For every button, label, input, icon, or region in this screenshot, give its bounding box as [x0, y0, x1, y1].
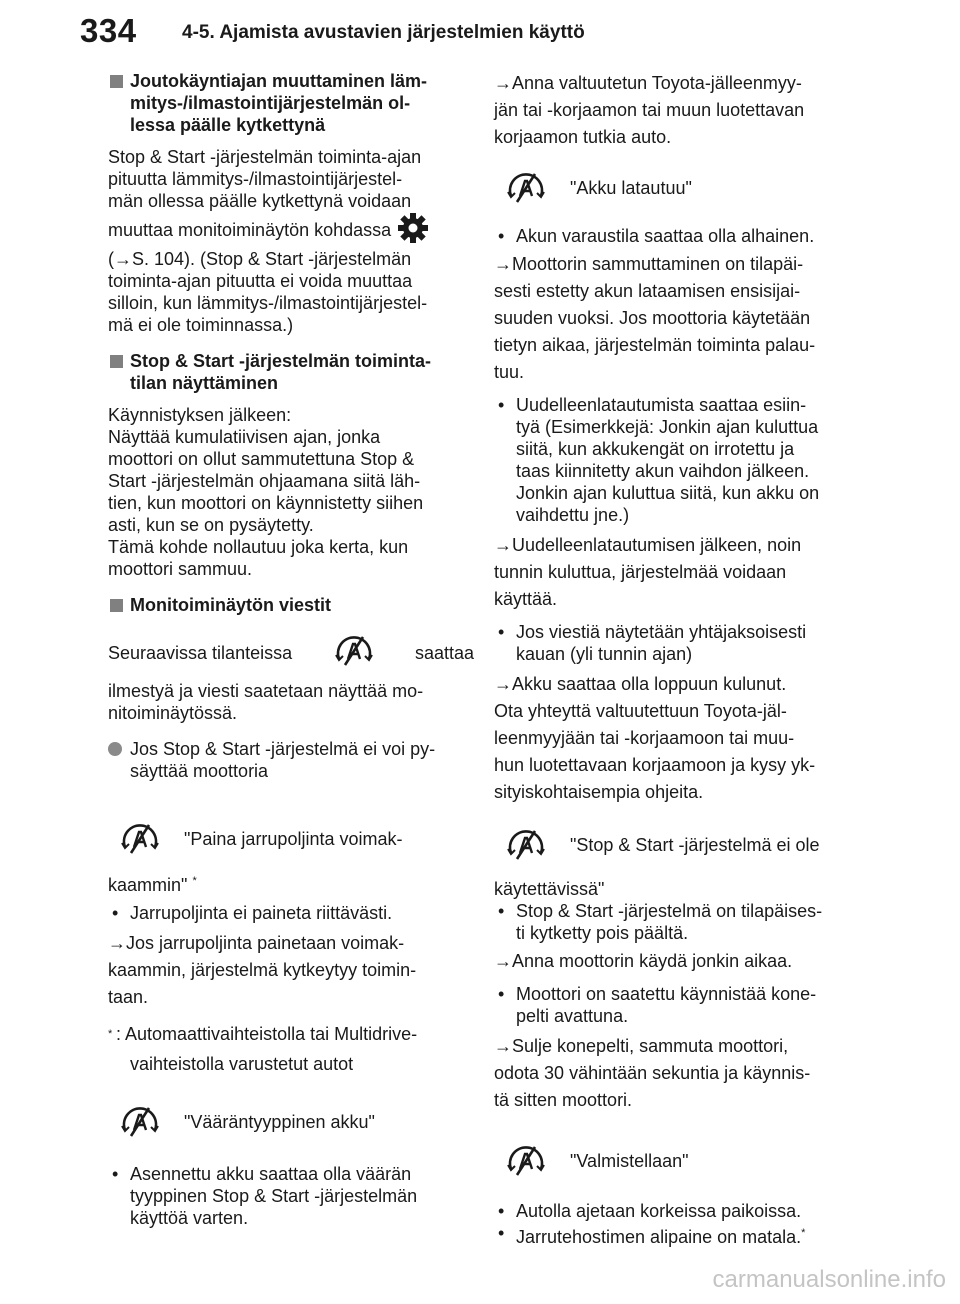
text-line: Jarrupoljinta ei paineta riittävästi. [130, 903, 393, 923]
text-line: saattaa [414, 643, 474, 663]
text-line: →Moottorin sammuttaminen on tilapäi- [494, 254, 804, 274]
footnote-marker: * [108, 1028, 113, 1040]
message-text: "Paina jarrupoljinta voimak- [184, 829, 403, 849]
text-line: : Automaattivaihteistolla tai Multidrive- [116, 1024, 418, 1044]
text-line: muuttaa monitoiminäytön kohdassa [108, 220, 392, 240]
text-line: Jos Stop & Start -järjestelmä ei voi py- [130, 739, 436, 759]
text-line: Autolla ajetaan korkeissa paikoissa. [516, 1201, 802, 1221]
bullet-item: • Jarrutehostimen alipaine on matala.* [498, 1223, 806, 1247]
gear-row [108, 212, 474, 248]
text-line: silloin, kun lämmitys-/ilmastointijärjestel- [108, 293, 428, 313]
text-line: Stop & Start -järjestelmä on tilapäises- [516, 901, 823, 921]
heading-messages [108, 594, 474, 616]
action-recharge [494, 532, 860, 613]
heading-line: Monitoiminäytön viestit [130, 595, 332, 615]
text-line: Start -järjestelmän ohjaamana siitä läh- [108, 471, 421, 491]
text-line: mä ei ole toiminnassa.) [108, 315, 294, 335]
text-line: pituutta lämmitys-/ilmastointijärjestel- [108, 169, 403, 189]
action-dealer [494, 70, 860, 151]
case-cannot-stop [108, 738, 474, 782]
bullet-item: • Asennettu akku saattaa olla väärän tyyppinen Stop & Start -järjestelmän käyttöä varten. [108, 1163, 474, 1229]
watermark: carmanualsonline.info [712, 1266, 946, 1293]
message-text-cont [108, 870, 474, 896]
text-line: Akun varaustila saattaa olla alhainen. [516, 226, 815, 246]
heading-square-icon [110, 599, 123, 612]
text-line: (→S. 104). (Stop & Start -järjestelmän [108, 249, 412, 269]
text-line: Ota yhteyttä valtuutettuun Toyota-jäl- [494, 701, 787, 721]
text-line: Käynnistyksen jälkeen: [108, 405, 292, 425]
heading-idle-time [108, 70, 474, 136]
heading-line: Joutokäyntiajan muuttaminen läm- [130, 71, 428, 91]
messages-intro-row [108, 630, 474, 676]
footnote-marker: * [192, 875, 197, 887]
heading-line: mitys-/ilmastointijärjestelmän ol- [130, 93, 411, 113]
action-brake [108, 930, 474, 1011]
text-line: Moottori on saatettu käynnistää kone- [516, 984, 817, 1004]
text-line: Uudelleenlatautumista saattaa esiin- [516, 395, 807, 415]
bullet-item: • Stop & Start -järjestelmä on tilapäises- ti kytketty pois päältä. [494, 900, 860, 944]
text-line: Tämä kohde nollautuu joka kerta, kun [108, 537, 409, 557]
text-line: vaihdettu jne.) [516, 505, 630, 525]
bullet-item: • Akun varaustila saattaa olla alhainen. [494, 225, 860, 247]
text-line: odota 30 vähintään sekuntia ja käynnis- [494, 1063, 811, 1083]
text-line: →Akku saattaa olla loppuun kulunut. [494, 674, 787, 694]
text-line: kaammin, järjestelmä kytkeytyy toimin- [108, 960, 417, 980]
text-line: män ollessa päälle kytkettynä voidaan [108, 191, 412, 211]
text-line: →Anna moottorin käydä jonkin aikaa. [494, 951, 793, 971]
stop-start-off-icon [494, 168, 556, 208]
text-line: tunnin kuluttua, järjestelmää voidaan [494, 562, 787, 582]
text-line: tyä (Esimerkkejä: Jonkin ajan kuluttua [516, 417, 819, 437]
text-line: leenmyyjään tai -korjaamoon tai muu- [494, 728, 795, 748]
text-line: ti kytketty pois päältä. [516, 923, 689, 943]
text-line: toiminta-ajan pituutta ei voida muuttaa [108, 271, 413, 291]
message-unavailable [494, 822, 860, 868]
action-close-hood [494, 1033, 860, 1114]
message-text: kaammin" [108, 875, 188, 895]
stop-start-off-icon [494, 825, 556, 865]
text-line: Seuraavissa tilanteissa [108, 643, 293, 663]
gear-icon [397, 212, 429, 249]
message-text: "Stop & Start -järjestelmä ei ole [570, 835, 820, 855]
heading-line: lessa päälle kytkettynä [130, 115, 326, 135]
circle-bullet-icon [108, 742, 122, 756]
text-line: →Uudelleenlatautumisen jälkeen, noin [494, 535, 802, 555]
stop-start-off-icon [494, 1141, 556, 1181]
message-preparing [494, 1138, 860, 1184]
stop-start-off-icon [108, 819, 170, 859]
text-line: tuu. [494, 362, 525, 382]
text-line: →Sulje konepelti, sammuta moottori, [494, 1036, 789, 1056]
text-line: Jarrutehostimen alipaine on matala. [516, 1227, 802, 1247]
text-line: käyttöä varten. [130, 1208, 249, 1228]
message-text: "Akku latautuu" [570, 178, 692, 198]
left-column [108, 70, 474, 1229]
page-number: 334 [80, 12, 137, 49]
section-title: 4-5. Ajamista avustavien järjestelmien käyttö [182, 22, 585, 43]
right-column [494, 70, 860, 1248]
heading-square-icon [110, 75, 123, 88]
text-line: siitä, kun akkukengät on irrotettu ja [516, 439, 795, 459]
text-line: sityiskohtaisempia ohjeita. [494, 782, 704, 802]
text-line: pelti avattuna. [516, 1006, 629, 1026]
message-text: "Valmistellaan" [570, 1151, 689, 1171]
text-line: suuden vuoksi. Jos moottoria käytetään [494, 308, 811, 328]
text-line: moottori on ollut sammutettuna Stop & [108, 449, 415, 469]
text-line: kauan (yli tunnin ajan) [516, 644, 693, 664]
action-battery-worn [494, 671, 860, 806]
heading-line: Stop & Start -järjestelmän toiminta- [130, 351, 432, 371]
paragraph-status-display [108, 404, 474, 580]
text-line: taan. [108, 987, 149, 1007]
text-line: hun luotettavaan korjaamoon ja kysy yk- [494, 755, 816, 775]
text-line: Asennettu akku saattaa olla väärän [130, 1164, 412, 1184]
heading-square-icon [110, 355, 123, 368]
text-line: tien, kun moottori on käynnistetty siihen [108, 493, 424, 513]
text-line: säyttää moottoria [130, 761, 269, 781]
text-line: tietyn aikaa, järjestelmän toiminta palau- [494, 335, 816, 355]
text-line: taas kiinnitetty akun vaihdon jälkeen. [516, 461, 810, 481]
action-charging [494, 251, 860, 386]
bullet-item: • Moottori on saatettu käynnistää kone- pelti avattuna. [494, 983, 860, 1027]
text-line: sesti estetty akun lataamisen ensisijai- [494, 281, 801, 301]
text-line: vaihteistolla varustetut autot [130, 1054, 354, 1074]
text-line: moottori sammuu. [108, 559, 253, 579]
text-line: Jonkin ajan kuluttua siitä, kun akku on [516, 483, 820, 503]
text-line: nitoiminäytössä. [108, 703, 238, 723]
text-line: Näyttää kumulatiivisen ajan, jonka [108, 427, 381, 447]
paragraph-messages [108, 680, 474, 724]
action-run-engine [494, 948, 860, 975]
heading-status-display [108, 350, 474, 394]
bullet-item: • Uudelleenlatautumista saattaa esiin- tyä (Esimerkkejä: Jonkin ajan kuluttua siitä, kun akkukengät on irrotettu ja taas kiinnitetty akun vaihdon jälkeen. Jonkin ajan kuluttua siitä, kun akku on vaihdettu jne.) [494, 394, 860, 526]
text-line: Stop & Start -järjestelmän toiminta-ajan [108, 147, 422, 167]
bullet-item: • Autolla ajetaan korkeissa paikoissa. [494, 1200, 860, 1222]
message-wrong-battery [108, 1099, 474, 1145]
message-battery-charging [494, 165, 860, 211]
text-line: →Jos jarrupoljinta painetaan voimak- [108, 933, 405, 953]
heading-line: tilan näyttäminen [130, 373, 279, 393]
message-text: "Vääräntyyppinen akku" [184, 1112, 375, 1132]
bullet-item: • Jarrupoljinta ei paineta riittävästi. [108, 902, 474, 924]
stop-start-off-icon [108, 1102, 170, 1142]
text-line: käyttää. [494, 589, 558, 609]
text-line: Jos viestiä näytetään yhtäjaksoisesti [516, 622, 807, 642]
text-line: tä sitten moottori. [494, 1090, 633, 1110]
text-line: →Anna valtuutetun Toyota-jälleenmyy- [494, 73, 802, 93]
message-press-brake [108, 816, 474, 862]
paragraph-idle-time [108, 146, 474, 336]
text-line: ilmestyä ja viesti saatetaan näyttää mo- [108, 681, 424, 701]
page-header [0, 0, 960, 64]
text-line: asti, kun se on pysäytetty. [108, 515, 314, 535]
bullet-item: • Jos viestiä näytetään yhtäjaksoisesti kauan (yli tunnin ajan) [494, 621, 860, 665]
text-line: tyyppinen Stop & Start -järjestelmän [130, 1186, 418, 1206]
stop-start-off-icon [332, 631, 376, 676]
footnote [108, 1019, 474, 1079]
text-line: jän tai -korjaamon tai muun luotettavan [494, 100, 805, 120]
footnote-marker: * [801, 1227, 806, 1239]
text-line: korjaamon tutkia auto. [494, 127, 672, 147]
message-text: käytettävissä" [494, 879, 605, 899]
